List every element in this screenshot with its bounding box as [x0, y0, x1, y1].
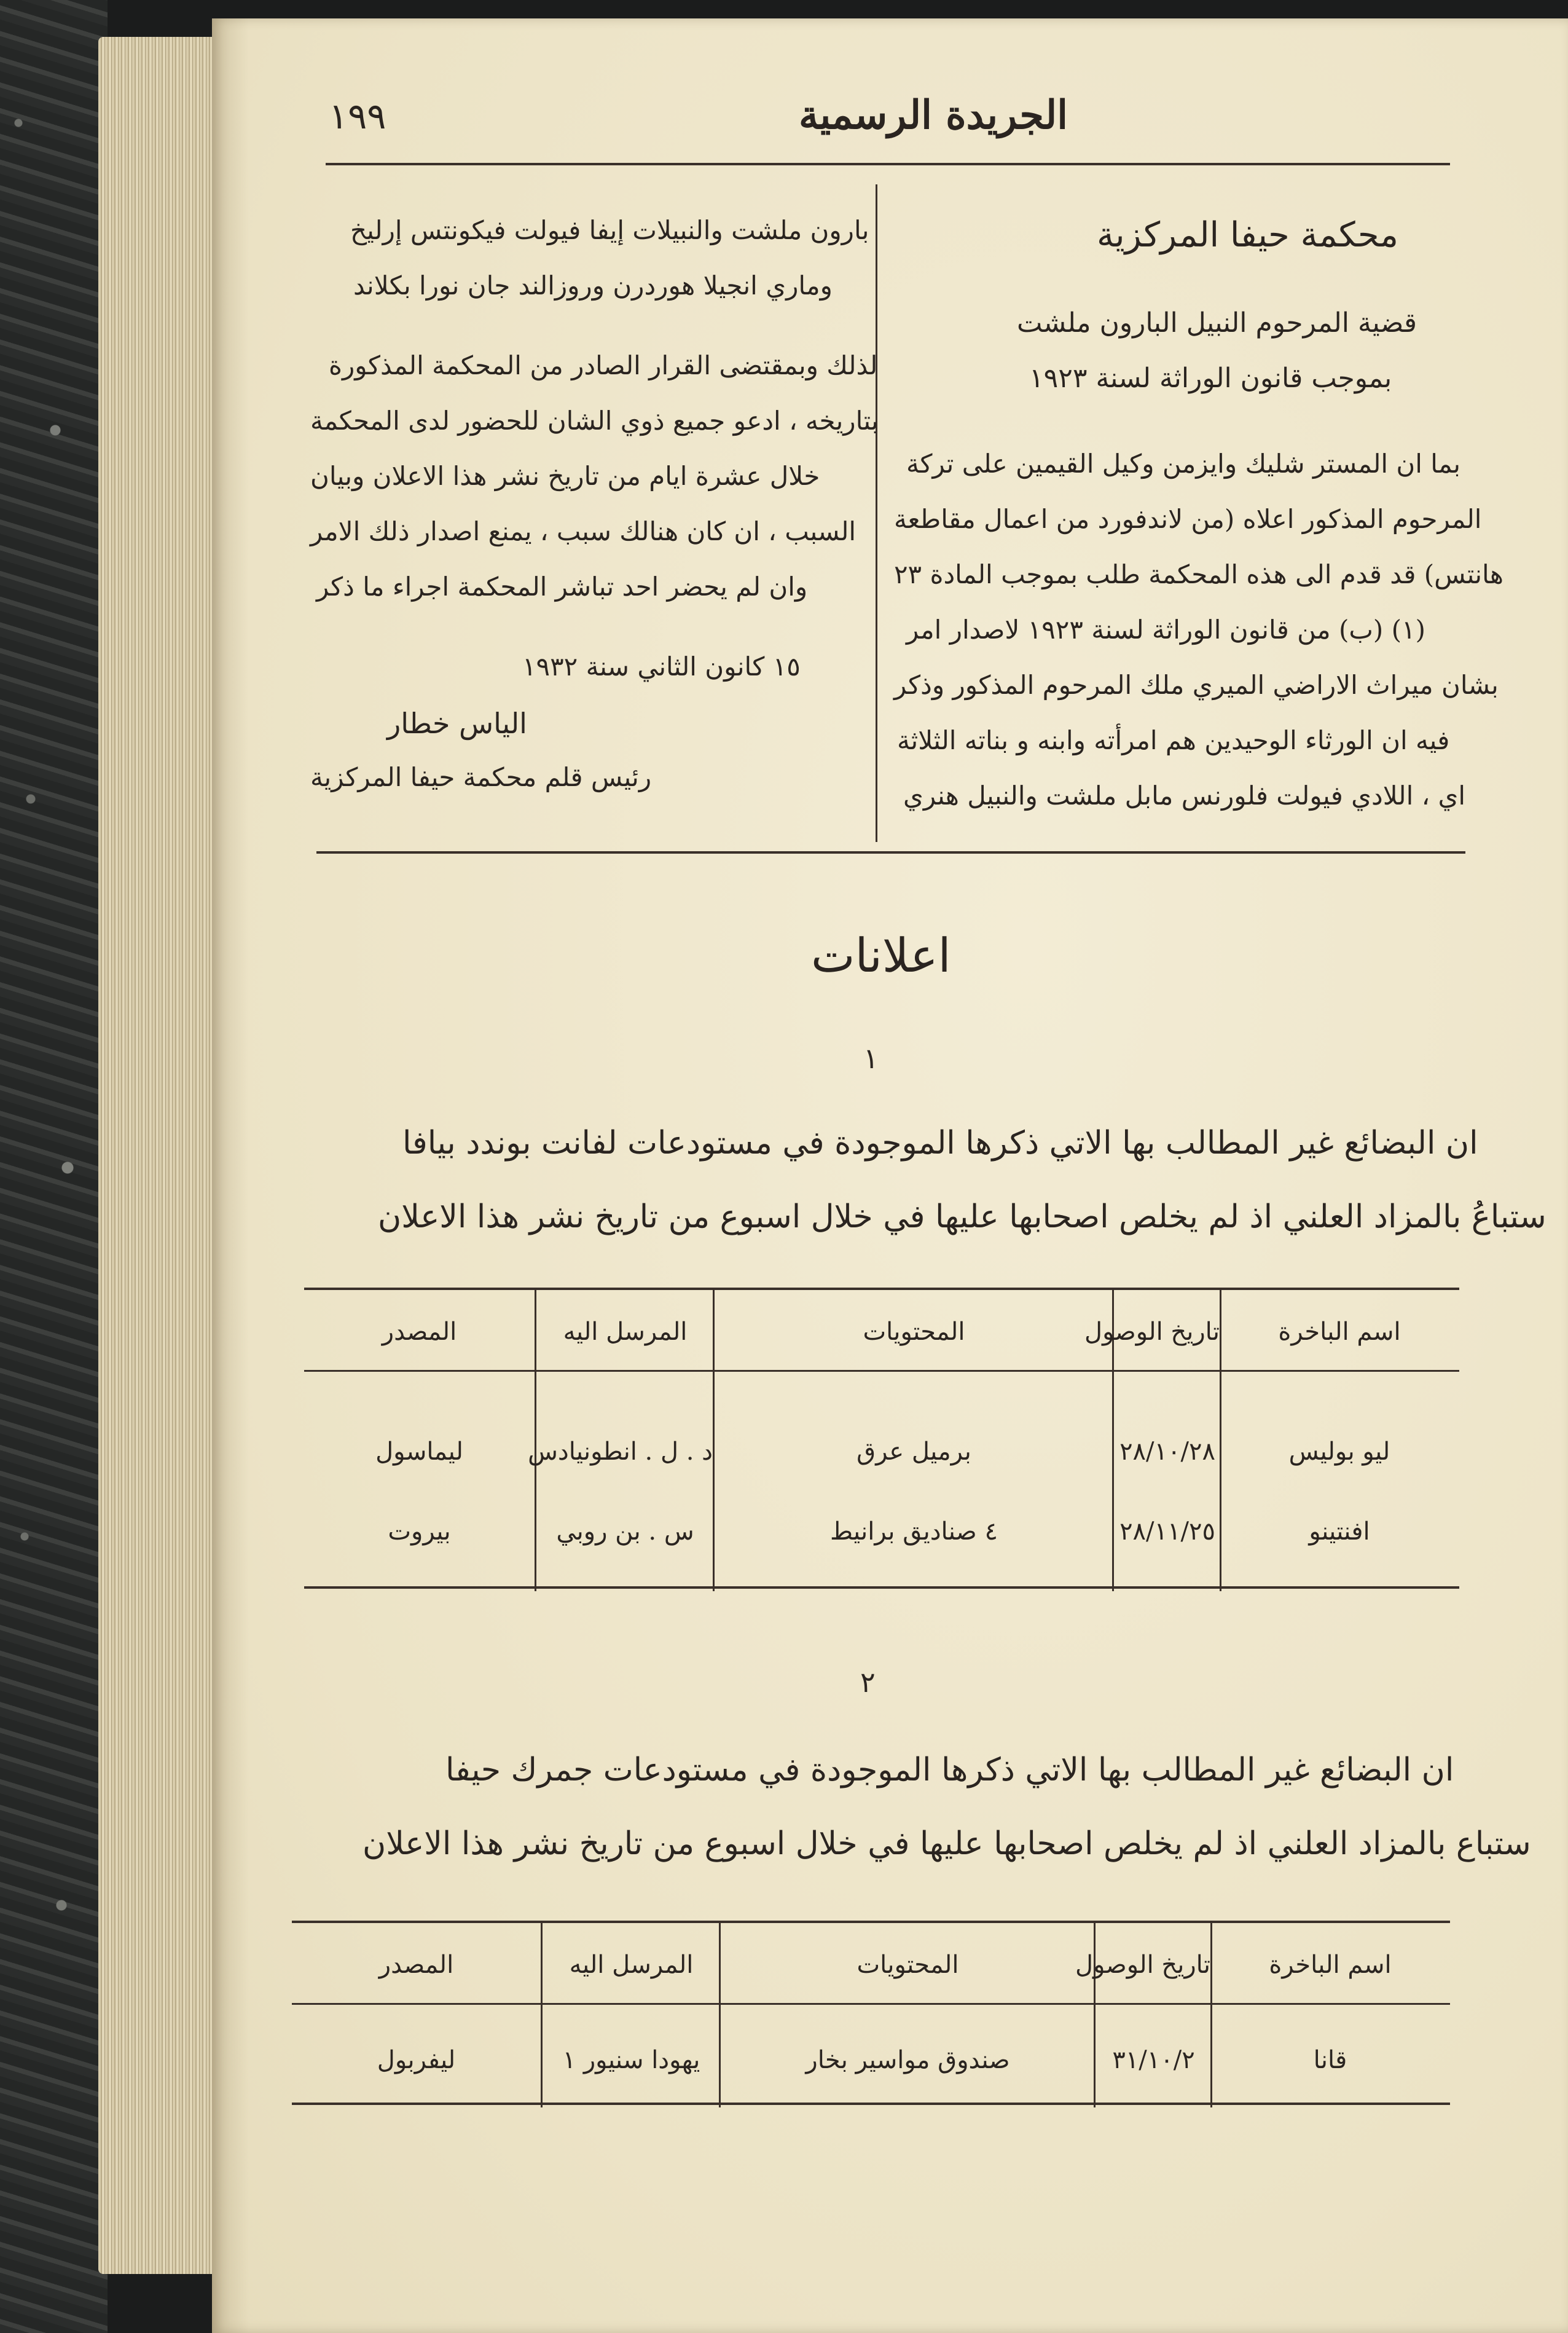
table-column-rule: [541, 1923, 543, 2107]
table-header-cell: المصدر: [382, 1318, 457, 1346]
right-body-line: المرحوم المذكور اعلاه (من لاندفورد من اعمال مقاطعة: [894, 504, 1482, 534]
table-cell: افنتينو: [1309, 1517, 1370, 1546]
left-body-line: بتاريخه ، ادعو جميع ذوي الشان للحضور لدى المحكمة: [310, 406, 879, 436]
left-body-line: السبب ، ان كان هنالك سبب ، يمنع اصدار ذلك الامر: [310, 516, 857, 546]
table-header-cell: المرسل اليه: [563, 1318, 688, 1346]
case-subtitle-line: قضية المرحوم النبيل البارون ملشت: [1017, 307, 1417, 339]
header-rule: [326, 163, 1450, 165]
table-header-rule: [304, 1370, 1459, 1372]
table-header-cell: المحتويات: [863, 1318, 965, 1346]
court-title: محكمة حيفا المركزية: [1097, 215, 1399, 255]
table-cell: ٣١/١٠/٢: [1112, 2046, 1195, 2074]
column-divider: [876, 184, 877, 842]
right-body-line: بما ان المستر شليك وايزمن وكيل القيمين على تركة: [906, 449, 1461, 479]
notice-number: ١: [863, 1042, 879, 1075]
table-column-rule: [1210, 1923, 1212, 2107]
table-header-cell: اسم الباخرة: [1278, 1318, 1401, 1346]
notice-number: ٢: [860, 1666, 876, 1699]
announcements-title: اعلانات: [811, 928, 951, 983]
table-header-cell: تاريخ الوصول: [1084, 1318, 1220, 1346]
page-number: ١٩٩: [329, 95, 386, 137]
notice-text-line: ان البضائع غير المطالب بها الاتي ذكرها الموجودة في مستودعات لفانت بوندد بيافا: [402, 1125, 1478, 1162]
table-header-cell: تاريخ الوصول: [1075, 1951, 1210, 1979]
left-body-line: لذلك وبمقتضى القرار الصادر من المحكمة المذكورة: [329, 350, 878, 380]
right-body-line: (١) (ب) من قانون الوراثة لسنة ١٩٢٣ لاصدار امر: [906, 615, 1425, 645]
notice-date: ١٥ كانون الثاني سنة ١٩٣٢: [522, 651, 801, 682]
signer-title: رئيس قلم محكمة حيفا المركزية: [310, 762, 652, 792]
table-cell: ليفربول: [377, 2046, 456, 2074]
left-body-line: وان لم يحضر احد تباشر المحكمة اجراء ما ذكر: [316, 572, 808, 602]
table-cell: ٢٨/١٠/٢٨: [1119, 1438, 1215, 1466]
right-body-line: هانتس) قد قدم الى هذه المحكمة طلب بموجب المادة ٢٣: [894, 559, 1503, 589]
table-header-cell: اسم الباخرة: [1269, 1951, 1392, 1979]
left-continuation-line: بارون ملشت والنبيلات إيفا فيولت فيكونتس إرليخ: [350, 215, 869, 245]
table-cell: س . بن روبي: [556, 1517, 694, 1546]
table-cell: صندوق مواسير بخار: [806, 2046, 1010, 2074]
page-edges: [98, 37, 221, 2274]
table-cell: يهودا سنيور ١: [562, 2046, 700, 2074]
table-header-cell: المرسل اليه: [569, 1951, 694, 1979]
table-header-cell: المحتويات: [857, 1951, 959, 1979]
table-header-rule: [292, 2003, 1450, 2005]
notice-text-line: ستباع بالمزاد العلني اذ لم يخلص اصحابها عليها في خلال اسبوع من تاريخ نشر هذا الاعلان: [363, 1825, 1531, 1862]
case-subtitle-line: بموجب قانون الوراثة لسنة ١٩٢٣: [1029, 363, 1392, 394]
table-cell: ٢٨/١١/٢٥: [1119, 1517, 1215, 1546]
table-cell: برميل عرق: [857, 1438, 971, 1466]
notice-text-line: ستباعُ بالمزاد العلني اذ لم يخلص اصحابها عليها في خلال اسبوع من تاريخ نشر هذا الاعلان: [378, 1198, 1546, 1235]
right-body-line: بشان ميراث الاراضي الميري ملك المرحوم المذكور وذكر: [894, 670, 1499, 700]
table-column-rule: [1220, 1290, 1221, 1591]
left-body-line: خلال عشرة ايام من تاريخ نشر هذا الاعلان وبيان: [310, 461, 820, 491]
table-column-rule: [713, 1290, 715, 1591]
right-body-line: فيه ان الورثاء الوحيدين هم امرأته وابنه و بناته الثلاثة: [897, 725, 1450, 755]
table-cell: د . ل . انطونيادس: [528, 1438, 713, 1466]
goods-table-2: [292, 1921, 1450, 2105]
table-cell: ليماسول: [375, 1438, 463, 1466]
notice-text-line: ان البضائع غير المطالب بها الاتي ذكرها الموجودة في مستودعات جمرك حيفا: [445, 1752, 1454, 1788]
table-column-rule: [719, 1923, 721, 2107]
gazette-title: الجريدة الرسمية: [799, 92, 1068, 138]
table-header-cell: المصدر: [378, 1951, 454, 1979]
gazette-page: [212, 18, 1568, 2333]
goods-table-1: [304, 1288, 1459, 1589]
table-cell: بيروت: [388, 1517, 451, 1546]
section-rule: [316, 851, 1465, 854]
table-cell: قانا: [1313, 2046, 1347, 2074]
book-binding: [0, 0, 108, 2333]
left-continuation-line: وماري انجيلا هوردرن وروزالند جان نورا بكلاند: [353, 270, 833, 301]
right-body-line: اي ، اللادي فيولت فلورنس مابل ملشت والنبيل هنري: [903, 781, 1466, 811]
table-cell: ليو بوليس: [1288, 1438, 1390, 1466]
table-cell: ٤ صناديق برانيط: [830, 1517, 998, 1546]
signer-name: الياس خطار: [387, 707, 527, 740]
